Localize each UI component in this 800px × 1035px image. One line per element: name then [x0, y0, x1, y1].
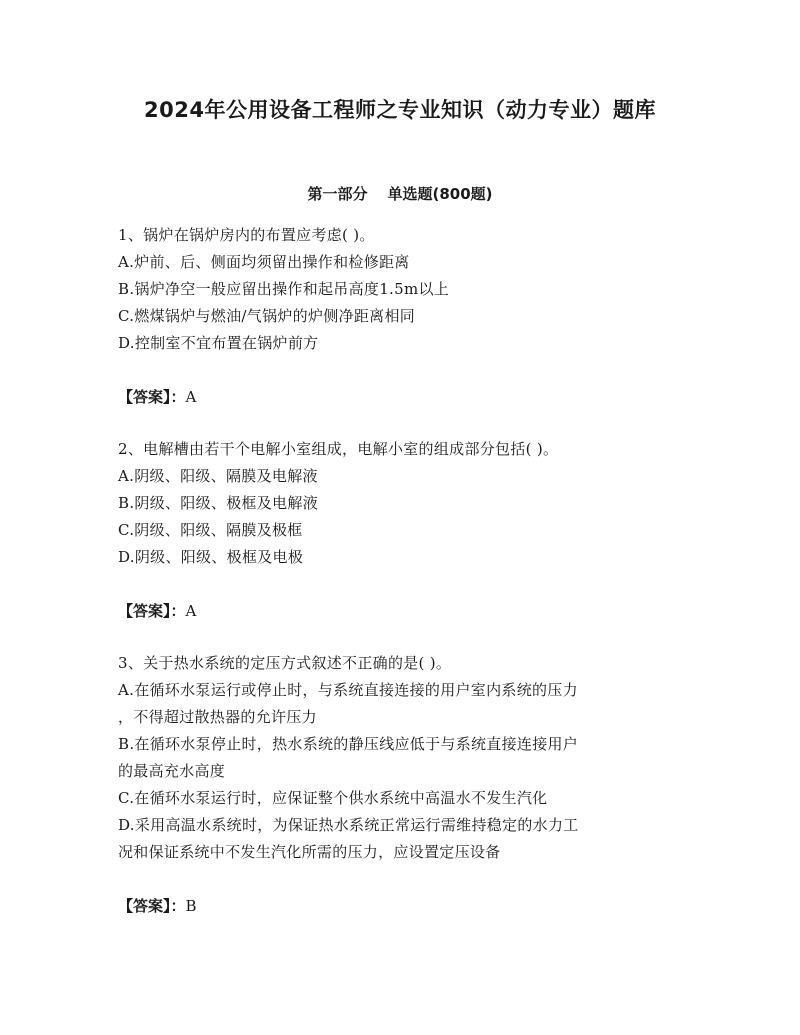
answer-label: 【答案】： — [118, 388, 186, 406]
section-heading — [0, 183, 800, 205]
question-list — [118, 222, 683, 945]
answer-label: 【答案】： — [118, 602, 186, 620]
option-b: B.锅炉净空一般应留出操作和起吊高度1.5m以上 — [118, 280, 450, 298]
question-item — [118, 650, 683, 920]
option-b: B.在循环水泵停止时，热水系统的静压线应低于与系统直接连接用户 — [118, 735, 579, 753]
answer-value: A — [185, 602, 197, 620]
option-c: C.阴级、阳级、隔膜及极框 — [118, 521, 303, 539]
answer-label: 【答案】： — [118, 897, 186, 915]
document-title: 2024年公用设备工程师之专业知识（动力专业）题库 — [144, 98, 656, 122]
option-d: D.控制室不宜布置在锅炉前方 — [118, 334, 319, 352]
option-d-continued: 况和保证系统中不发生汽化所需的压力，应设置定压设备 — [118, 843, 501, 861]
option-a: A.阴级、阳级、隔膜及电解液 — [118, 467, 318, 485]
answer-value: B — [185, 897, 197, 915]
option-c: C.在循环水泵运行时，应保证整个供水系统中高温水不发生汽化 — [118, 789, 548, 807]
question-stem: 3、关于热水系统的定压方式叙述不正确的是( )。 — [118, 654, 452, 672]
option-c: C.燃煤锅炉与燃油/气锅炉的炉侧净距离相同 — [118, 307, 416, 325]
option-b: B.阴级、阳级、极框及电解液 — [118, 494, 318, 512]
question-item — [118, 436, 683, 625]
question-stem: 2、电解槽由若干个电解小室组成，电解小室的组成部分包括( )。 — [118, 440, 559, 458]
option-a: A.在循环水泵运行或停止时，与系统直接连接的用户室内系统的压力 — [118, 681, 578, 699]
section-type-label: 单选题(800题) — [387, 185, 493, 203]
question-item — [118, 222, 683, 411]
question-stem: 1、锅炉在锅炉房内的布置应考虑( )。 — [118, 226, 375, 244]
answer-line — [118, 598, 683, 625]
answer-value: A — [185, 388, 197, 406]
option-d: D.阴级、阳级、极框及电极 — [118, 548, 304, 566]
answer-line — [118, 893, 683, 920]
option-d: D.采用高温水系统时，为保证热水系统正常运行需维持稳定的水力工 — [118, 816, 579, 834]
section-part-label: 第一部分 — [307, 185, 368, 203]
option-a: A.炉前、后、侧面均须留出操作和检修距离 — [118, 253, 410, 271]
answer-line — [118, 384, 683, 411]
option-a-continued: ，不得超过散热器的允许压力 — [118, 708, 317, 726]
option-b-continued: 的最高充水高度 — [118, 762, 226, 780]
